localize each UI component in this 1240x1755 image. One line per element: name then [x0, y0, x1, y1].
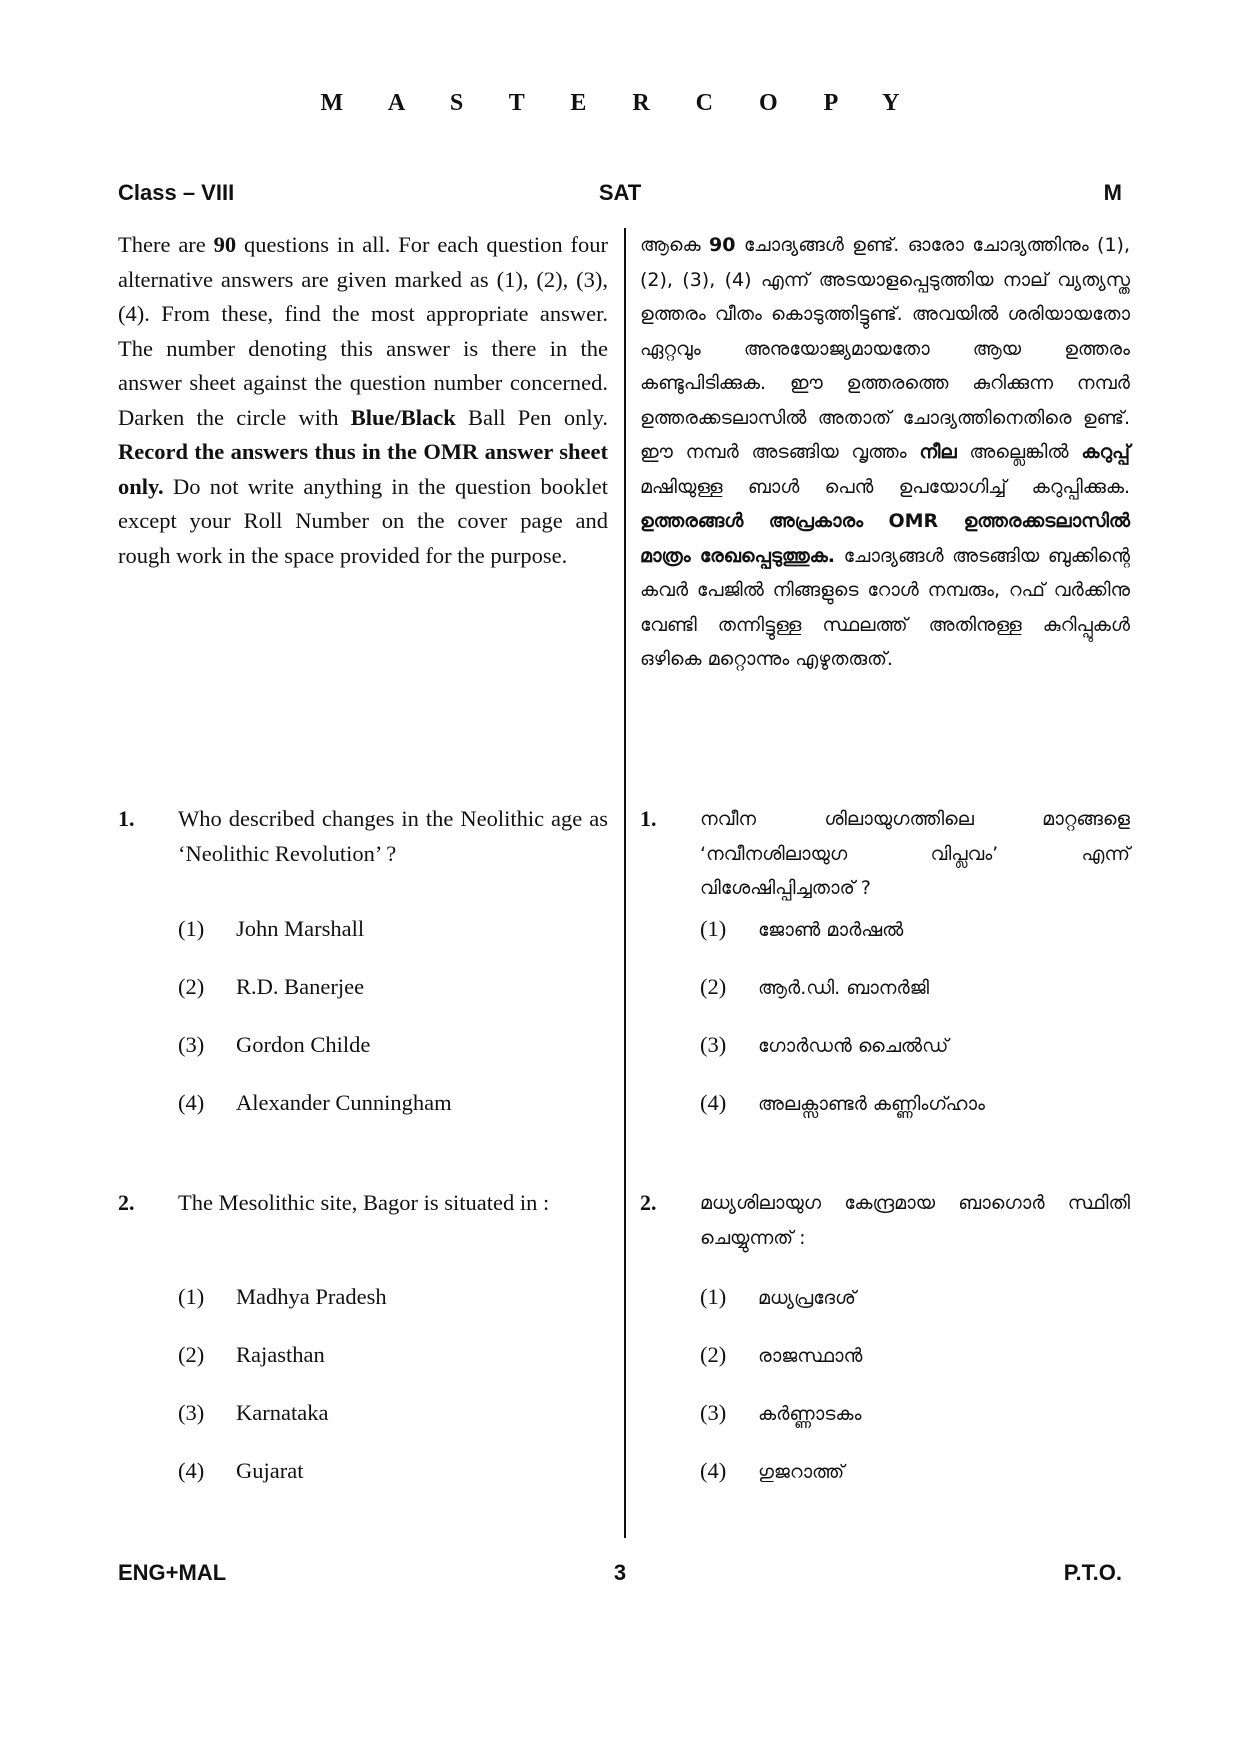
option-number: (2): [178, 1342, 205, 1367]
footer-pto: P.T.O.: [1063, 1560, 1122, 1585]
option-number: (4): [700, 1458, 727, 1483]
instr-bold: Record the answers thus in the OMR answer sheet only.: [118, 439, 608, 499]
option-text: ഗോർഡൻ ചൈൽഡ്: [758, 1035, 949, 1057]
malayalam-column: [640, 228, 1131, 1483]
option-text: ഗുജറാത്ത്: [758, 1461, 845, 1483]
option-1: [700, 1280, 856, 1315]
column-divider: [624, 228, 626, 1538]
option-text: ജോൺ മാർഷൽ: [758, 919, 904, 941]
option-text: കർണ്ണാടകം: [758, 1403, 862, 1425]
footer-language: ENG+MAL: [118, 1560, 227, 1585]
question-text: Who described changes in the Neolithic age as ‘Neolithic Revolution’ ?: [178, 806, 608, 866]
instr-bold: ഉത്തരങ്ങൾ അപ്രകാരം OMR ഉത്തരക്കടലാസിൽ മാത്രം രേഖപ്പെടുത്തുക.: [640, 510, 1130, 567]
class-label: Class – VIII: [118, 180, 235, 205]
option-number: (4): [178, 1090, 205, 1115]
option-number: (1): [700, 1284, 727, 1309]
instr-text: There are: [118, 232, 214, 257]
option-number: (4): [700, 1090, 727, 1115]
instr-bold: നീല: [919, 441, 957, 463]
option-4: [700, 1454, 844, 1489]
option-text: Madhya Pradesh: [236, 1284, 387, 1309]
instr-text: Do not write anything in the question booklet except your Roll Number on the cover page and rough work in the space provided for the purpose.: [118, 473, 608, 568]
option-number: (3): [178, 1032, 205, 1057]
option-3: [700, 1396, 862, 1431]
footer-page-number: 3: [613, 1560, 627, 1585]
option-4: [700, 1086, 985, 1121]
instr-bold: Blue/Black: [350, 404, 456, 430]
question-number: 2.: [118, 1190, 135, 1215]
option-4: [178, 1086, 452, 1120]
option-3: [178, 1396, 328, 1430]
instr-text: Ball Pen only.: [455, 404, 608, 430]
option-number: (1): [178, 916, 205, 941]
option-number: (2): [700, 974, 727, 999]
code-label: M: [1103, 180, 1122, 205]
instr-text: മഷിയുള്ള ബാൾ പെൻ ഉപയോഗിച്ച് കറുപ്പിക്കുക.: [640, 475, 1130, 498]
english-column: [118, 228, 608, 1483]
instr-bold: 90: [709, 234, 736, 256]
option-1: [700, 912, 903, 947]
question-2-en: [118, 1186, 608, 1483]
option-text: ആർ.ഡി. ബാനർജി: [758, 977, 929, 999]
option-text: Rajasthan: [236, 1342, 325, 1367]
option-text: Karnataka: [236, 1400, 329, 1425]
question-1-en: [118, 802, 608, 1115]
instr-bold: കറുപ്പ്: [1081, 441, 1130, 463]
english-instructions: [118, 228, 608, 573]
option-2: [178, 970, 364, 1004]
option-text: R.D. Banerjee: [236, 974, 365, 999]
question-text: നവീന ശിലായുഗത്തിലെ മാറ്റങ്ങളെ ‘നവീനശിലായുഗ വിപ്ലവം’ എന്ന് വിശേഷിപ്പിച്ചതാര് ?: [700, 808, 1130, 899]
question-text: The Mesolithic site, Bagor is situated in :: [178, 1190, 550, 1215]
option-text: Alexander Cunningham: [236, 1090, 452, 1115]
option-text: Gordon Childe: [236, 1032, 371, 1057]
question-1-ml: [640, 802, 1130, 1115]
question-number: 1.: [640, 806, 657, 831]
option-text: John Marshall: [236, 916, 365, 941]
master-copy-heading: M A S T E R C O P Y: [320, 90, 920, 116]
option-text: Gujarat: [236, 1458, 304, 1483]
option-number: (3): [700, 1032, 727, 1057]
instr-text: ചോദ്യങ്ങൾ അടങ്ങിയ ബുക്കിന്റെ കവർ പേജിൽ നിങ്ങളുടെ റോൾ നമ്പരും, റഫ് വർക്കിനു വേണ്ടി തന്നിട്ടുള്ള സ്ഥലത്ത് അതിനുള്ള കുറിപ്പുകൾ ഒഴികെ മറ്റൊന്നും എഴുതരുത്.: [640, 544, 1130, 670]
option-number: (1): [178, 1284, 205, 1309]
option-text: അലക്സാണ്ടർ കണ്ണിംഗ്ഹാം: [758, 1093, 985, 1115]
question-number: 2.: [640, 1190, 657, 1215]
option-1: [178, 1280, 387, 1314]
instr-text: ചോദ്യങ്ങൾ ഉണ്ട്. ഓരോ ചോദ്യത്തിനും (1), (2), (3), (4) എന്ന് അടയാളപ്പെടുത്തിയ നാല് വ്യത്യസ്ത ഉത്തരം വീതം കൊടുത്തിട്ടുണ്ട്. അവയിൽ ശരിയായതോ ഏറ്റവും അനുയോജ്യമായതോ ആയ ഉത്തരം കണ്ടുപിടിക്കുക. ഈ ഉത്തരത്തെ കുറിക്കുന്ന നമ്പർ ഉത്തരക്കടലാസിൽ അതാത് ചോദ്യത്തിനെതിരെ ഉണ്ട്. ഈ നമ്പർ അടങ്ങിയ വൃത്തം: [640, 234, 1131, 463]
option-3: [178, 1028, 370, 1062]
option-2: [178, 1338, 325, 1372]
option-2: [700, 970, 929, 1005]
malayalam-instructions: [640, 228, 1130, 677]
option-number: (2): [178, 974, 205, 999]
option-number: (2): [700, 1342, 727, 1367]
option-1: [178, 912, 364, 946]
option-2: [700, 1338, 862, 1373]
question-2-ml: [640, 1186, 1130, 1483]
option-number: (3): [700, 1400, 727, 1425]
option-4: [178, 1454, 303, 1488]
exam-label: SAT: [598, 180, 642, 205]
instr-text: ആകെ: [640, 234, 710, 256]
option-number: (4): [178, 1458, 205, 1483]
option-text: രാജസ്ഥാൻ: [758, 1345, 863, 1367]
option-number: (1): [700, 916, 727, 941]
instr-text: questions in all. For each question four alternative answers are given marked as (1), (2), (3), (4). From these, find the most appropriate answer. The number denoting this answer is there in the answer sheet against the question number concerned. Darken the circle with: [118, 232, 608, 430]
question-number: 1.: [118, 806, 135, 831]
option-text: മധ്യപ്രദേശ്: [758, 1287, 856, 1309]
question-text: മധ്യശിലായുഗ കേന്ദ്രമായ ബാഗൊർ സ്ഥിതി ചെയ്യുന്നത് :: [700, 1192, 1130, 1249]
option-number: (3): [178, 1400, 205, 1425]
instr-bold: 90: [213, 232, 237, 257]
option-3: [700, 1028, 948, 1063]
instr-text: അല്ലെങ്കിൽ: [956, 441, 1082, 463]
